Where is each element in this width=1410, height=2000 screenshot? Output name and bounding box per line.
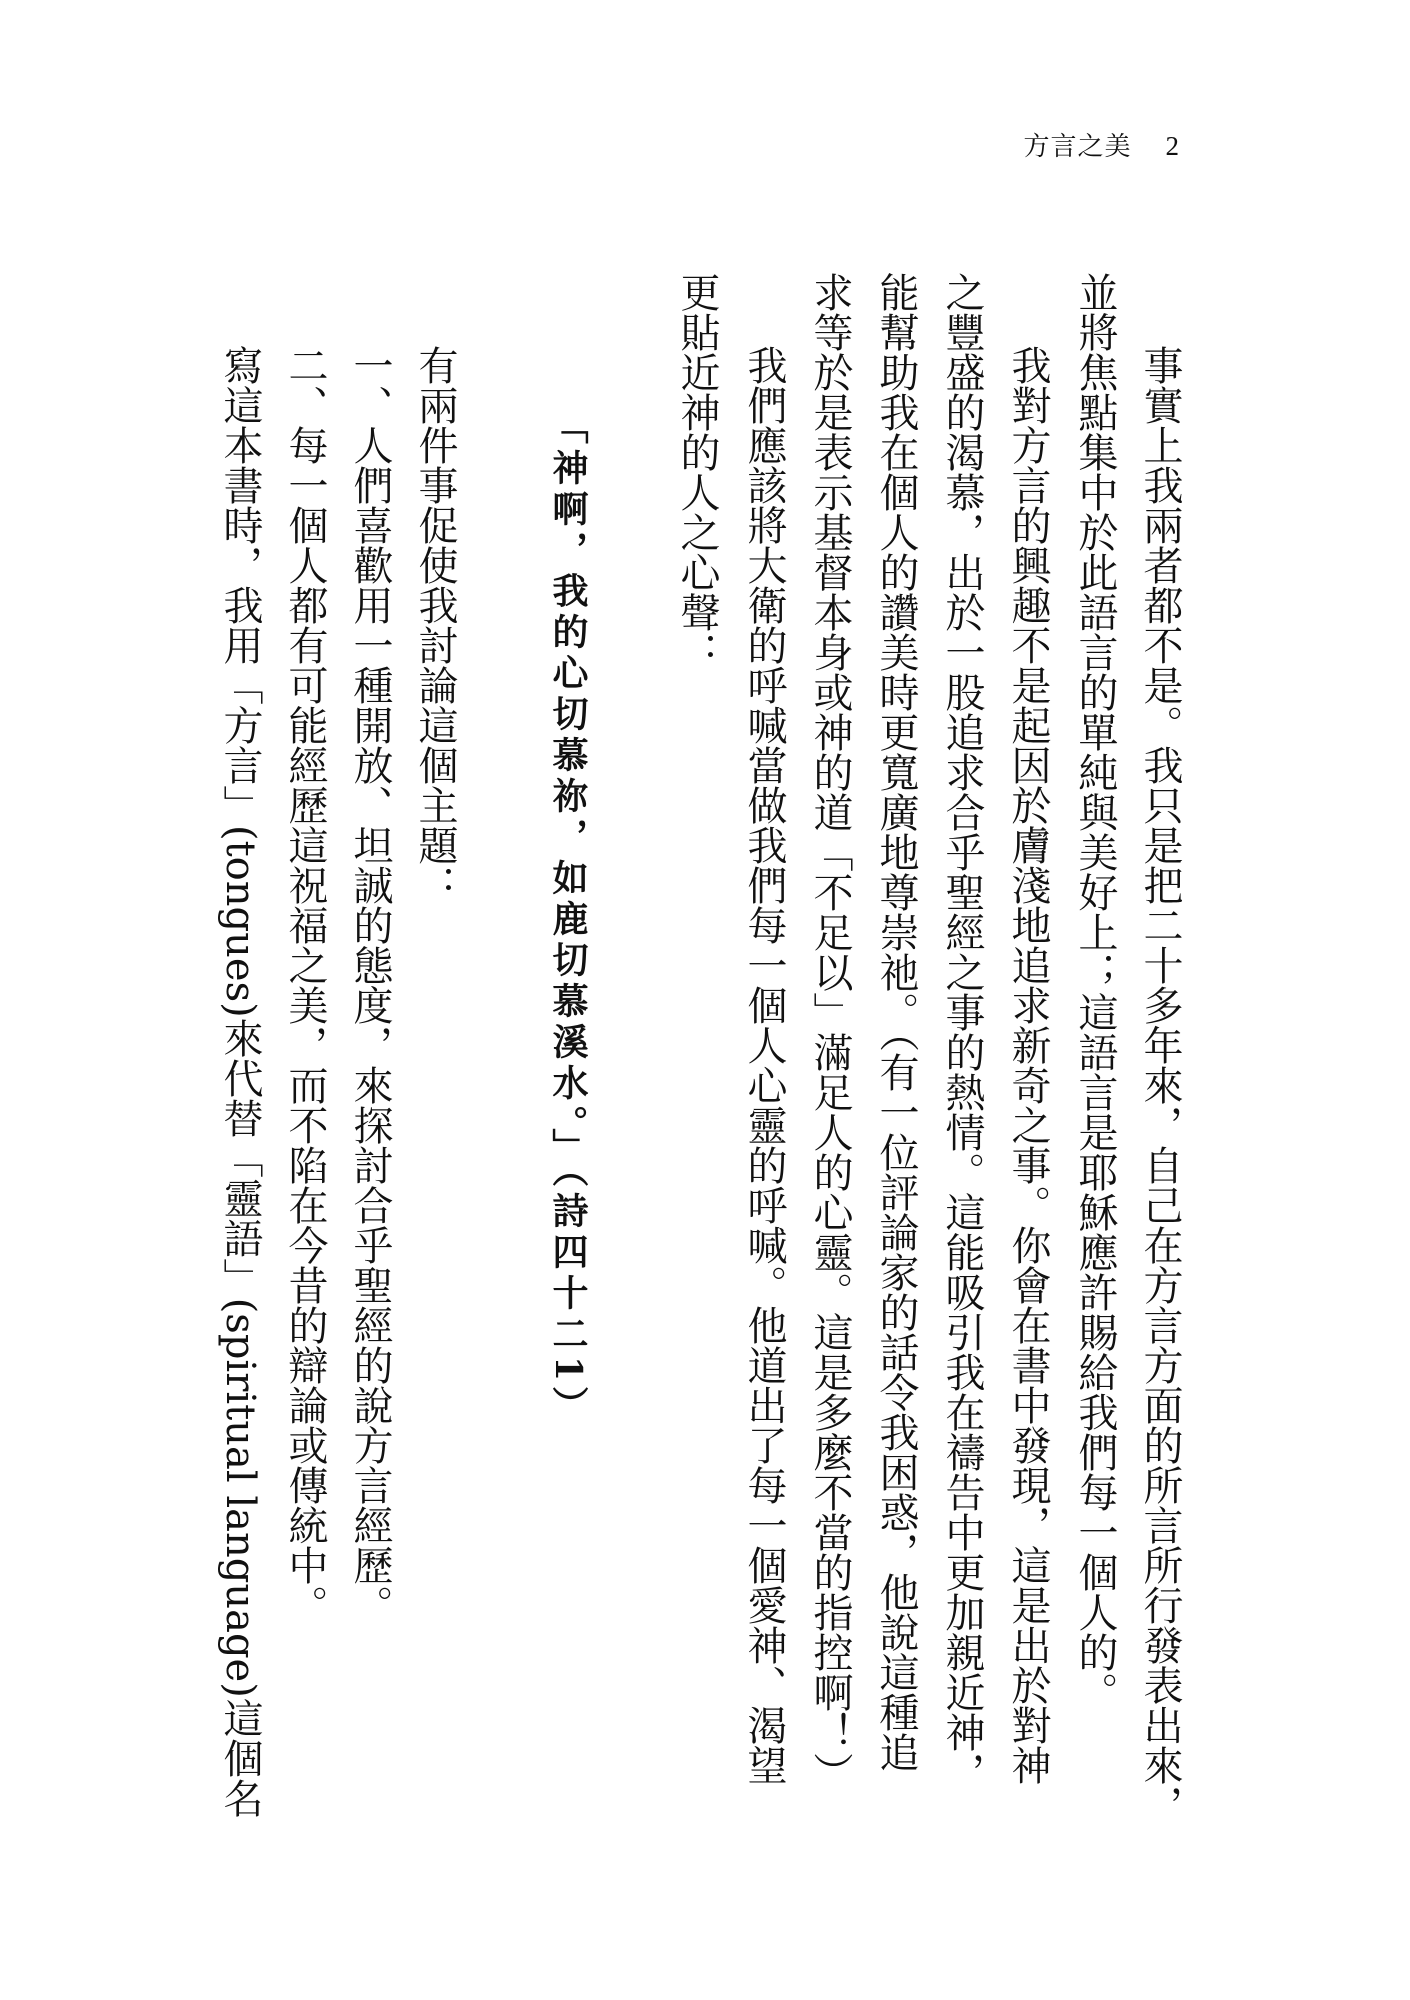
text-column-7: 我們應該將大衛的呼喊當做我們每一個人心靈的呼喊。他道出了每一個愛神、渴望 bbox=[741, 345, 787, 1785]
text-column-5: 能幫助我在個人的讚美時更寬廣地尊崇祂。（有一位評論家的話令我困惑，他說這種追 bbox=[873, 272, 919, 1772]
list-intro: 有兩件事促使我討論這個主題： bbox=[412, 345, 458, 905]
text-column-4: 之豐盛的渴慕，出於一股追求合乎聖經之事的熱情。這能吸引我在禱告中更加親近神， bbox=[939, 272, 985, 1792]
page-number: 2 bbox=[1165, 131, 1180, 161]
text-column-3: 我對方言的興趣不是起因於膚淺地追求新奇之事。你會在書中發現，這是出於對神 bbox=[1005, 345, 1051, 1785]
list-item-2: 二、每一個人都有可能經歷這祝福之美，而不陷在今昔的辯論或傳統中。 bbox=[282, 345, 328, 1625]
list-item-1: 一、人們喜歡用一種開放、坦誠的態度，來探討合乎聖經的說方言經歷。 bbox=[347, 345, 393, 1625]
chapter-title: 方言之美 bbox=[1023, 132, 1132, 162]
text-column-1: 事實上我兩者都不是。我只是把二十多年來，自己在方言方面的所言所行發表出來， bbox=[1137, 345, 1183, 1825]
running-header bbox=[1023, 126, 1180, 163]
text-column-2: 並將焦點集中於此語言的單純與美好上；這語言是耶穌應許賜給我們每一個人的。 bbox=[1072, 272, 1118, 1712]
text-column-last: 寫這本書時，我用「方言」(tongues)來代替「靈語」(spiritual language)這個名 bbox=[217, 345, 263, 1818]
scripture-quote: 「神啊，我的心切慕祢，如鹿切慕溪水。」（詩四十二1） bbox=[547, 408, 589, 1428]
text-column-8: 更貼近神的人之心聲： bbox=[674, 272, 720, 672]
text-column-6: 求等於是表示基督本身或神的道「不足以」滿足人的心靈。這是多麼不當的指控啊！） bbox=[807, 272, 853, 1792]
